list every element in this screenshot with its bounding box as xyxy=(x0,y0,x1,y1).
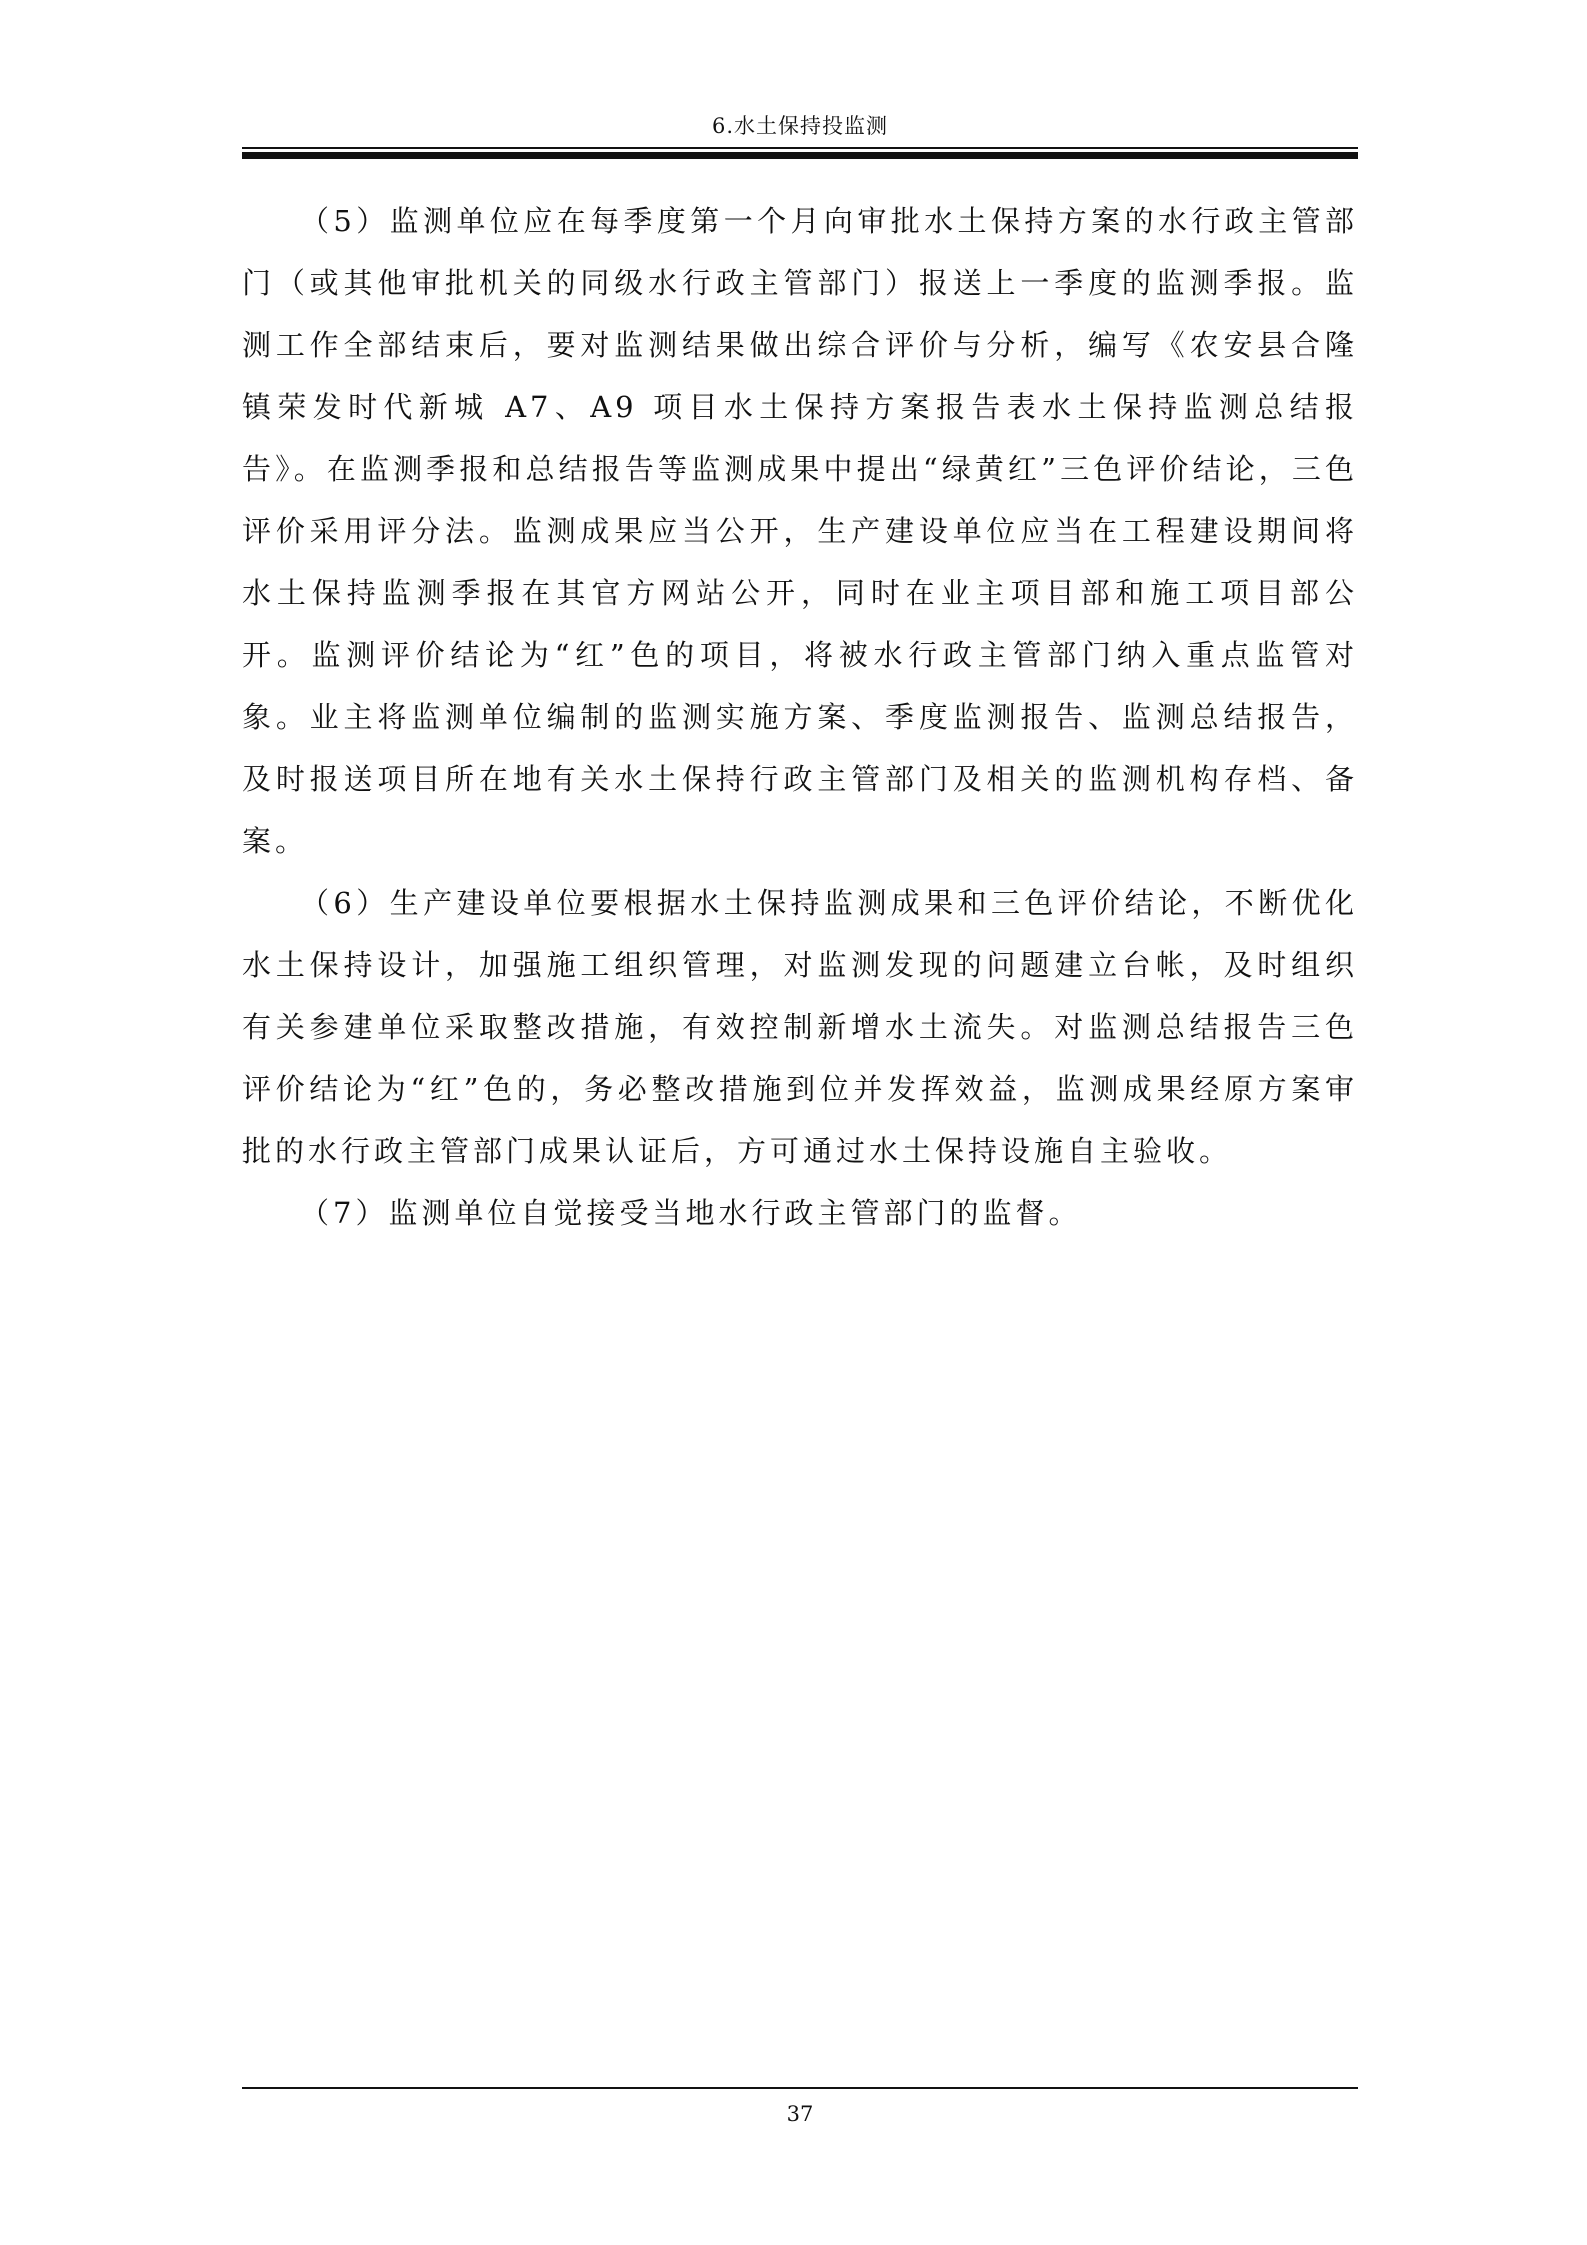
footer-rule xyxy=(242,2087,1358,2089)
running-header-title: 6.水土保持投监测 xyxy=(711,114,889,138)
paragraph-item-7: （7）监测单位自觉接受当地水行政主管部门的监督。 xyxy=(300,1196,1082,1230)
paragraph-item-6: （6）生产建设单位要根据水土保持监测成果和三色评价结论，不断优化水土保持设计，加强施工组织管理，对监测发现的问题建立台帐，及时组织有关参建单位采取整改措施，有效控制新增水土流失。对监测总结报告三色评价结论为“红”色的，务必整改措施到位并发挥效益，监测成果经原方案审批的水行政主管部门成果认证后，方可通过水土保持设施自主验收。 xyxy=(242,886,1358,1168)
body-text xyxy=(242,190,1358,1244)
header-rule-thick xyxy=(242,152,1358,159)
page-number: 37 xyxy=(786,2102,814,2126)
header-rule-thin xyxy=(242,147,1358,149)
paragraph-item-5: （5）监测单位应在每季度第一个月向审批水土保持方案的水行政主管部门（或其他审批机关的同级水行政主管部门）报送上一季度的监测季报。监测工作全部结束后，要对监测结果做出综合评价与分析，编写《农安县合隆镇荣发时代新城 A7、A9 项目水土保持方案报告表水土保持监测总结报告》。在监测季报和总结报告等监测成果中提出“绿黄红”三色评价结论，三色评价采用评分法。监测成果应当公开，生产建设单位应当在工程建设期间将水土保持监测季报在其官方网站公开，同时在业主项目部和施工项目部公开。监测评价结论为“红”色的项目，将被水行政主管部门纳入重点监管对象。业主将监测单位编制的监测实施方案、季度监测报告、监测总结报告，及时报送项目所在地有关水土保持行政主管部门及相关的监测机构存档、备案。 xyxy=(242,204,1358,858)
